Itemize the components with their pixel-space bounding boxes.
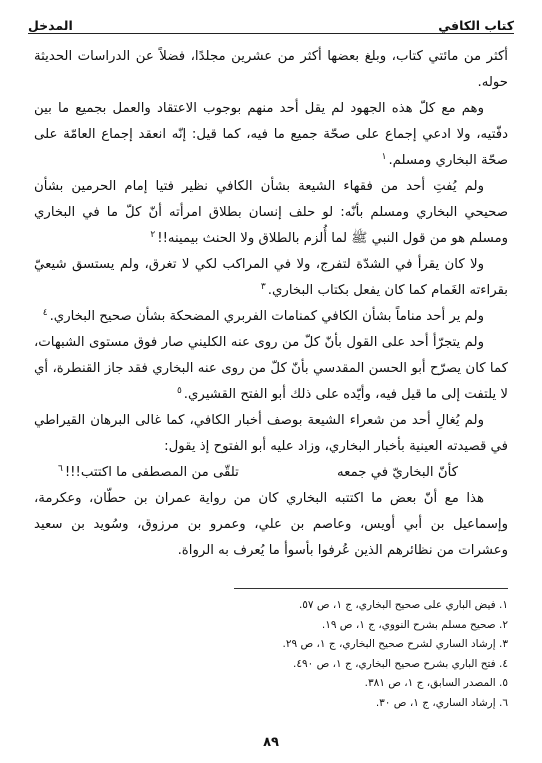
paragraph-1: أكثر من مائتي كتاب، وبلغ بعضها أكثر من عشرين مجلدًا، فضلاً عن الدراسات الحديثة حوله. (34, 49, 508, 90)
book-title: كتاب الكافي (438, 18, 514, 33)
paragraph-4: ولا كان يقرأ في الشدّة لتفرج، ولا في المراكب لكي لا تغرق، ولم يستسق شيعيّ بقراءته الغَمام كما كان يفعل بكتاب البخاري.$^٣$ (34, 257, 508, 298)
footnote-6: ٦. إرشاد الساري، ج ١، ص ٣٠. (375, 696, 508, 709)
poem-verse (34, 460, 508, 486)
footnote-mark-1: ١ (381, 151, 387, 162)
paragraph-6: ولم يتجرّأ أحد على القول بأنّ كلّ من روى عنه الكليني صار فوق مستوى الشبهات، كما كان يصرّح أبو الحسن المقدسي بأنّ كلّ من روى عنه البخاري فقد جاز القنطرة، أي لا يلتفت إلى ما قيل فيه، وأيّده على ذلك أبو الفتح القشيري.$^٥$ (34, 335, 508, 402)
footnote-1: ١. فيض الباري على صحيح البخاري، ج ١، ص ٥٧. (298, 599, 508, 611)
header-divider (28, 33, 514, 34)
main-text (34, 44, 508, 564)
footnote-mark-4: ٤ (42, 307, 48, 318)
footnote-mark-6: ٦ (58, 463, 63, 474)
page-number: ٨٩ (263, 735, 279, 750)
footnote-5: ٥. المصدر السابق، ج ١، ص ٣٨١. (364, 677, 508, 689)
paragraph-5: ولم ير أحد مناماً بشأن الكافي كمنامات الفربري المضحكة بشأن صحيح البخاري.$^٤$ (42, 307, 484, 324)
chapter-title: المدخل (28, 18, 73, 33)
footnote-mark-2: ٢ (150, 229, 156, 240)
footnote-3: ٣. إرشاد الساري لشرح صحيح البخاري، ج ١، ص ٢٩. (282, 638, 508, 650)
paragraph-7: ولم يُغالِ أحد من شعراء الشيعة بوصف أخبار الكافي، كما غالى البرهان القيراطي في قصيدته العينية بأخبار البخاري، وزاد عليه أبو الفتوح إذ يقول: (34, 413, 508, 454)
footnote-divider (234, 588, 508, 589)
footnote-mark-3: ٣ (260, 281, 266, 292)
verse-first-half: كأنّ البخاريّ في جمعه (337, 465, 458, 480)
footnote-4: ٤. فتح الباري بشرح صحيح البخاري، ج ١، ص ٤٩٠. (293, 657, 508, 670)
verse-second-half: تلقّى من المصطفى ما اكتتب!!!$^٦$ (58, 463, 239, 480)
footnote-mark-5: ٥ (176, 385, 182, 396)
paragraph-3: ولم يُفتِ أحد من فقهاء الشيعة بشأن الكافي نظير فتيا إمام الحرمين بشأن صحيحي البخاري ومسلم بأنّه: لو حلف إنسان بطلاق امرأته أنّ كلّ ما في البخاري ومسلم هو من قول النبي ﷺ لما أُلزم بالطلاق ولا الحنث بيمينه!!$^٢$ (34, 179, 508, 246)
paragraph-8: هذا مع أنّ بعض ما اكتتبه البخاري كان من رواية عمران بن حطّان، وعكرمة، وإسماعيل بن أبي أويس، وعاصم بن علي، وعمرو بن مرزوق، وسُويد بن سعيد وعشرات من نظائرهم الذين عُرفوا بأسوأ ما يُعرف به الرواة. (34, 491, 508, 558)
footnotes (34, 596, 508, 713)
paragraph-2: وهم مع كلّ هذه الجهود لم يقل أحد منهم بوجوب الاعتقاد والعمل بجميع ما بين دفّتيه، ولا ادعي إجماع على صحّة جميع ما فيه، كما قيل: إنّه انعقد إجماع العامّة على صحّة البخاري ومسلم.$^١$ (34, 101, 508, 168)
footnote-2: ٢. صحيح مسلم بشرح النووي، ج ١، ص ١٩. (321, 618, 508, 631)
